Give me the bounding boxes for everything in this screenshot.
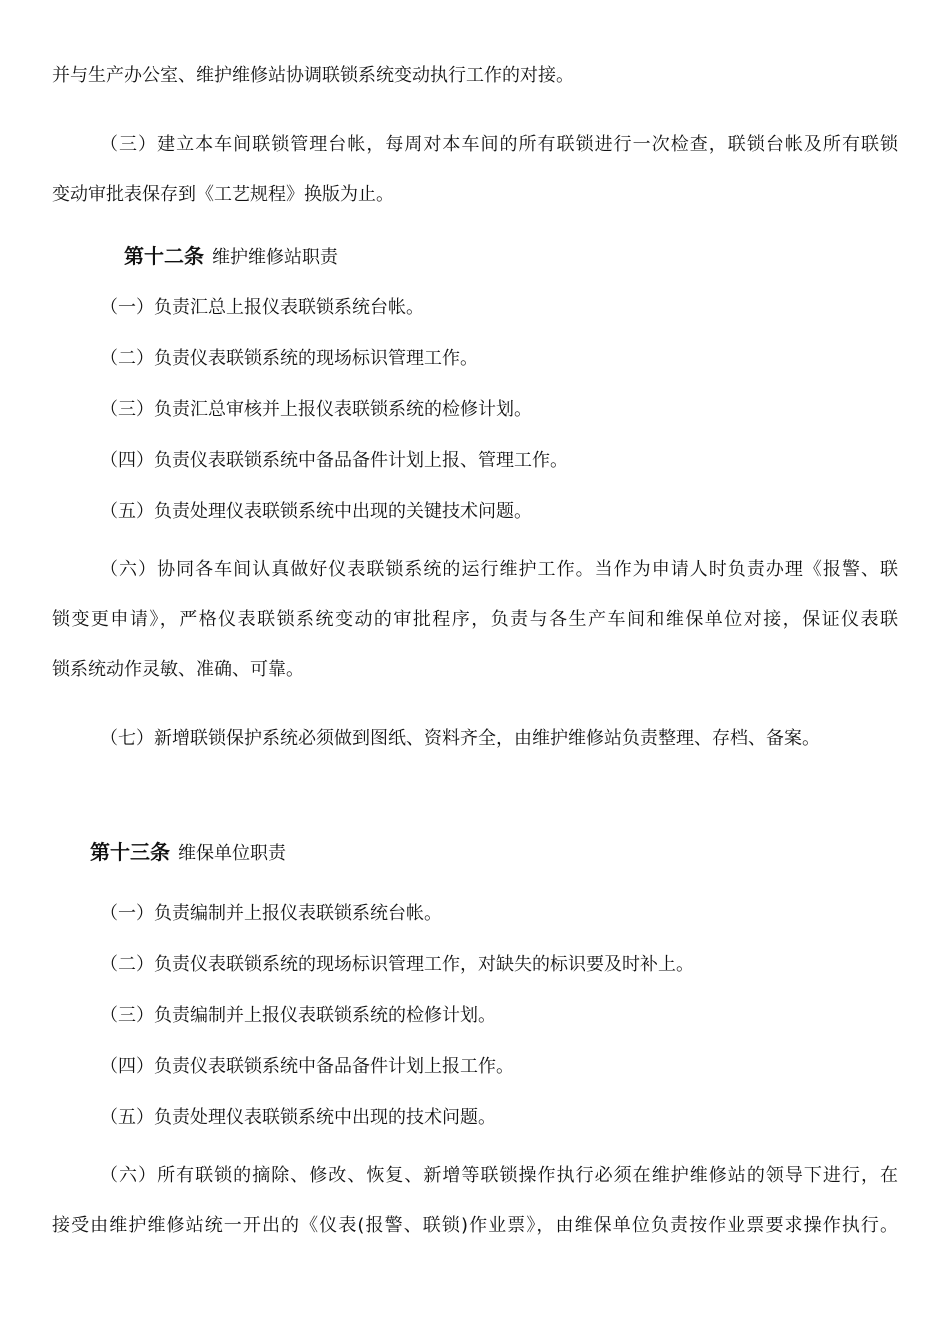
- list-item: （四）负责仪表联锁系统中备品备件计划上报工作。: [100, 1056, 514, 1077]
- paragraph-line: （三）建立本车间联锁管理台帐，每周对本车间的所有联锁进行一次检查，联锁台帐及所有联锁: [100, 134, 898, 155]
- paragraph-line: 接受由维护维修站统一开出的《仪表(报警、联锁)作业票》，由维保单位负责按作业票要求操作执行。: [52, 1215, 898, 1236]
- paragraph-line: （六）协同各车间认真做好仪表联锁系统的运行维护工作。当作为申请人时负责办理《报警、联: [100, 559, 898, 580]
- article-title: 维保单位职责: [178, 843, 286, 864]
- paragraph-line: 并与生产办公室、维护维修站协调联锁系统变动执行工作的对接。: [52, 65, 574, 86]
- list-item: （一）负责编制并上报仪表联锁系统台帐。: [100, 903, 442, 924]
- list-item: （四）负责仪表联锁系统中备品备件计划上报、管理工作。: [100, 450, 568, 471]
- list-item: （三）负责汇总审核并上报仪表联锁系统的检修计划。: [100, 399, 532, 420]
- list-item: （一）负责汇总上报仪表联锁系统台帐。: [100, 297, 424, 318]
- paragraph-line: 锁变更申请》，严格仪表联锁系统变动的审批程序，负责与各生产车间和维保单位对接，保证仪表联: [52, 609, 898, 630]
- paragraph-line: 变动审批表保存到《工艺规程》换版为止。: [52, 184, 394, 205]
- article-title: 维护维修站职责: [212, 247, 338, 268]
- article-13-heading: [90, 840, 286, 866]
- article-number: 第十三条: [90, 840, 170, 864]
- list-item: （七）新增联锁保护系统必须做到图纸、资料齐全，由维护维修站负责整理、存档、备案。: [100, 728, 820, 749]
- article-number: 第十二条: [124, 244, 204, 268]
- list-item: （二）负责仪表联锁系统的现场标识管理工作，对缺失的标识要及时补上。: [100, 954, 694, 975]
- list-item: （二）负责仪表联锁系统的现场标识管理工作。: [100, 348, 478, 369]
- paragraph-line: （六）所有联锁的摘除、修改、恢复、新增等联锁操作执行必须在维护维修站的领导下进行，在: [100, 1165, 898, 1186]
- list-item: （三）负责编制并上报仪表联锁系统的检修计划。: [100, 1005, 496, 1026]
- article-12-heading: [124, 244, 338, 270]
- list-item: （五）负责处理仪表联锁系统中出现的关键技术问题。: [100, 501, 532, 522]
- paragraph-line: 锁系统动作灵敏、准确、可靠。: [52, 659, 304, 680]
- list-item: （五）负责处理仪表联锁系统中出现的技术问题。: [100, 1107, 496, 1128]
